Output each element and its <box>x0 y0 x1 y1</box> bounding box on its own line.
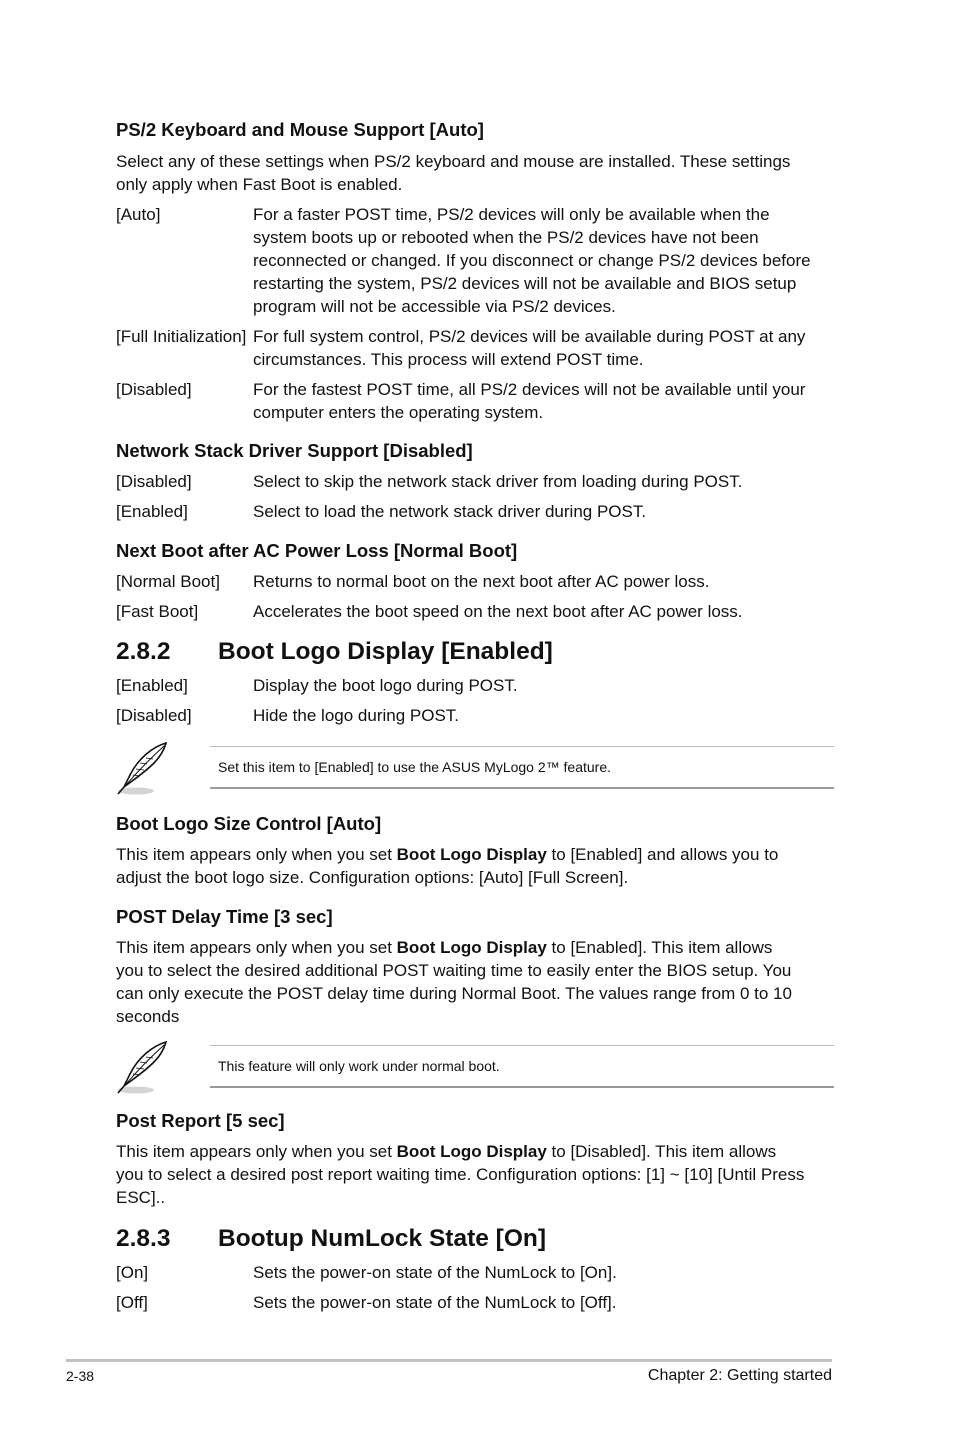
logo-size-desc-line: adjust the boot logo size. Configuration options: [Auto] [Full Screen]. <box>116 868 629 887</box>
logo-size-desc-line: This item appears only when you set Boot Logo Display to [Enabled] and allows you to <box>116 845 779 864</box>
option-row <box>116 570 832 593</box>
bold-term: Boot Logo Display <box>396 845 547 864</box>
post-report-heading: Post Report [5 sec] <box>116 1110 285 1131</box>
page-content <box>116 118 832 1314</box>
option-value: Select to load the network stack driver during POST. <box>253 502 647 521</box>
option-key: [Full Initialization] <box>116 327 247 346</box>
option-value: Display the boot logo during POST. <box>253 676 518 695</box>
option-key: [Disabled] <box>116 380 192 399</box>
post-report-desc-line: ESC].. <box>116 1188 166 1207</box>
option-row <box>116 378 832 424</box>
option-value: Select to skip the network stack driver from loading during POST. <box>253 472 743 491</box>
section-title: Bootup NumLock State [On] <box>218 1225 547 1252</box>
option-key: [Auto] <box>116 205 161 224</box>
option-row <box>116 1291 832 1314</box>
ps2-desc-line: only apply when Fast Boot is enabled. <box>116 175 403 194</box>
option-row <box>116 704 832 727</box>
option-key: [Disabled] <box>116 706 192 725</box>
note-text: This feature will only work under normal boot. <box>218 1058 500 1074</box>
option-key: [On] <box>116 1263 149 1282</box>
option-key: [Normal Boot] <box>116 572 220 591</box>
chapter-label: Chapter 2: Getting started <box>647 1367 832 1384</box>
section-heading-2-8-2 <box>116 636 832 668</box>
option-line: circumstances. This process will extend POST time. <box>253 350 644 369</box>
option-row <box>116 600 832 623</box>
section-number: 2.8.2 <box>116 638 171 665</box>
note-text-box <box>210 1045 834 1088</box>
post-delay-desc-line: This item appears only when you set Boot Logo Display to [Enabled]. This item allows <box>116 938 773 957</box>
logo-size-heading: Boot Logo Size Control [Auto] <box>116 813 382 834</box>
option-row <box>116 203 832 318</box>
note-text-box <box>210 746 834 789</box>
page-number: 2-38 <box>66 1368 95 1384</box>
ps2-desc-line: Select any of these settings when PS/2 keyboard and mouse are installed. These settings <box>116 152 791 171</box>
section-title: Boot Logo Display [Enabled] <box>218 638 553 665</box>
option-value <box>253 325 832 371</box>
ps2-heading: PS/2 Keyboard and Mouse Support [Auto] <box>116 119 484 140</box>
option-row <box>116 500 832 523</box>
bold-term: Boot Logo Display <box>396 1142 547 1161</box>
option-line: computer enters the operating system. <box>253 403 544 422</box>
netstack-heading: Network Stack Driver Support [Disabled] <box>116 440 473 461</box>
option-key: [Off] <box>116 1293 148 1312</box>
option-row <box>116 470 832 493</box>
post-delay-desc-line: can only execute the POST delay time during Normal Boot. The values range from 0 to 10 <box>116 984 792 1003</box>
post-report-desc-line: This item appears only when you set Boot Logo Display to [Disabled]. This item allows <box>116 1142 777 1161</box>
option-line: For full system control, PS/2 devices will be available during POST at any <box>253 327 806 346</box>
option-key: [Enabled] <box>116 502 188 521</box>
note-text: Set this item to [Enabled] to use the ASUS MyLogo 2™ feature. <box>218 759 611 775</box>
option-row <box>116 325 832 371</box>
nextboot-heading: Next Boot after AC Power Loss [Normal Boot] <box>116 540 518 561</box>
option-value <box>253 203 832 318</box>
section-heading-2-8-3 <box>116 1223 832 1255</box>
option-value: Hide the logo during POST. <box>253 706 460 725</box>
option-line: restarting the system, PS/2 devices will not be available and BIOS setup <box>253 274 797 293</box>
post-delay-desc-line: seconds <box>116 1007 180 1026</box>
option-key: [Disabled] <box>116 472 192 491</box>
option-row <box>116 674 832 697</box>
option-value: Sets the power-on state of the NumLock to [On]. <box>253 1263 617 1282</box>
option-row <box>116 1261 832 1284</box>
option-value <box>253 378 832 424</box>
option-line: For the fastest POST time, all PS/2 devices will not be available until your <box>253 380 806 399</box>
note-box <box>116 741 832 797</box>
option-value: Accelerates the boot speed on the next boot after AC power loss. <box>253 602 743 621</box>
bold-term: Boot Logo Display <box>396 938 547 957</box>
post-report-desc-line: you to select a desired post report waiting time. Configuration options: [1] ~ [10] [Until Press <box>116 1165 805 1184</box>
option-value: Sets the power-on state of the NumLock to [Off]. <box>253 1293 617 1312</box>
option-line: For a faster POST time, PS/2 devices will only be available when the <box>253 205 770 224</box>
section-number: 2.8.3 <box>116 1225 171 1252</box>
option-line: system boots up or rebooted when the PS/2 devices have not been <box>253 228 759 247</box>
feather-pen-icon <box>116 1040 172 1096</box>
note-box <box>116 1040 832 1096</box>
post-delay-heading: POST Delay Time [3 sec] <box>116 906 333 927</box>
option-key: [Fast Boot] <box>116 602 199 621</box>
option-line: reconnected or changed. If you disconnect or change PS/2 devices before <box>253 251 811 270</box>
post-delay-desc-line: you to select the desired additional POST waiting time to easily enter the BIOS setup. You <box>116 961 792 980</box>
feather-pen-icon <box>116 741 172 797</box>
option-line: program will not be accessible via PS/2 devices. <box>253 297 616 316</box>
footer-divider <box>66 1359 832 1362</box>
option-key: [Enabled] <box>116 676 188 695</box>
option-value: Returns to normal boot on the next boot after AC power loss. <box>253 572 710 591</box>
